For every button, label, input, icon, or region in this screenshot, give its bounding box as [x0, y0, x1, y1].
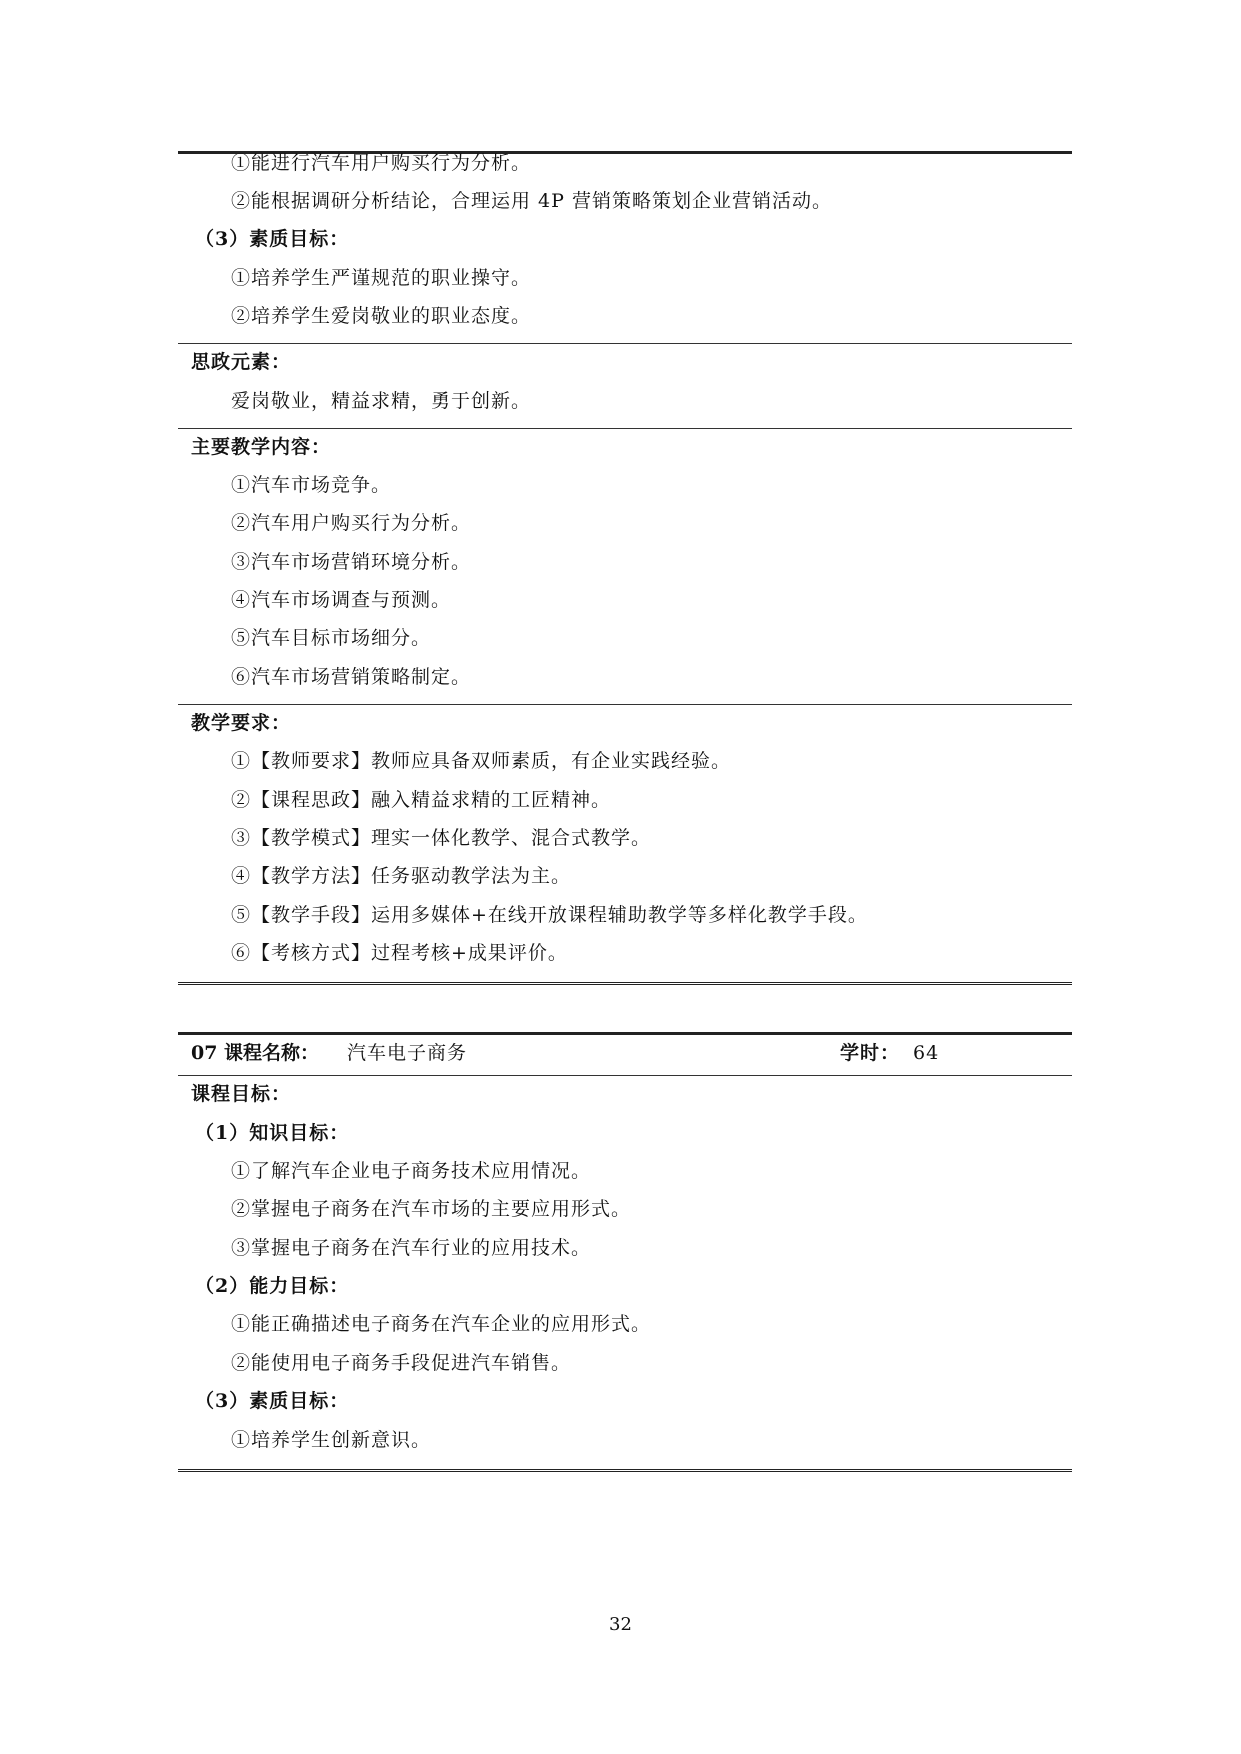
ability2-item-2: ②能使用电子商务手段促进汽车销售。: [231, 1352, 572, 1374]
quality2-heading: （3）素质目标：: [195, 1390, 350, 1412]
knowledge-item-3: ③掌握电子商务在汽车行业的应用技术。: [231, 1237, 592, 1259]
divider-requirements: [178, 704, 1072, 705]
quality-heading: （3）素质目标：: [195, 228, 350, 250]
knowledge-item-1: ①了解汽车企业电子商务技术应用情况。: [231, 1160, 592, 1182]
content-item-1: ①汽车市场竞争。: [231, 474, 392, 496]
goals-heading: 课程目标：: [191, 1083, 292, 1105]
content-item-2: ②汽车用户购买行为分析。: [231, 512, 472, 534]
hours-label: 学时：: [840, 1042, 901, 1064]
divider-content: [178, 428, 1072, 429]
section2-top-rule: [178, 1032, 1072, 1035]
page-number: 32: [609, 1614, 632, 1635]
content-item-6: ⑥汽车市场营销策略制定。: [231, 666, 472, 688]
ability-item-1: ①能进行汽车用户购买行为分析。: [231, 152, 532, 174]
content-heading: 主要教学内容：: [191, 436, 332, 458]
hours-value: 64: [913, 1042, 940, 1064]
quality-item-2: ②培养学生爱岗敬业的职业态度。: [231, 305, 532, 327]
divider-goals: [178, 1075, 1072, 1076]
ideology-heading: 思政元素：: [191, 351, 292, 373]
quality2-item-1: ①培养学生创新意识。: [231, 1429, 432, 1451]
divider-ideology: [178, 343, 1072, 344]
quality-item-1: ①培养学生严谨规范的职业操守。: [231, 267, 532, 289]
section2-bottom-rule: [178, 1469, 1072, 1476]
ability2-item-1: ①能正确描述电子商务在汽车企业的应用形式。: [231, 1313, 652, 1335]
content-item-3: ③汽车市场营销环境分析。: [231, 551, 472, 573]
requirement-item-3: ③【教学模式】理实一体化教学、混合式教学。: [231, 827, 652, 849]
requirements-heading: 教学要求：: [191, 712, 292, 734]
requirement-item-6: ⑥【考核方式】过程考核+成果评价。: [231, 942, 568, 964]
ability-heading: （2）能力目标：: [195, 1275, 350, 1297]
requirement-item-5: ⑤【教学手段】运用多媒体+在线开放课程辅助教学等多样化教学手段。: [231, 904, 868, 926]
course-name: 汽车电子商务: [347, 1042, 468, 1064]
content-item-5: ⑤汽车目标市场细分。: [231, 627, 432, 649]
knowledge-item-2: ②掌握电子商务在汽车市场的主要应用形式。: [231, 1198, 632, 1220]
requirement-item-1: ①【教师要求】教师应具备双师素质，有企业实践经验。: [231, 750, 732, 772]
course-label: 07 课程名称：: [191, 1042, 320, 1064]
knowledge-heading: （1）知识目标：: [195, 1122, 350, 1144]
ability-item-2: ②能根据调研分析结论，合理运用 4P 营销策略策划企业营销活动。: [231, 190, 832, 212]
ideology-text: 爱岗敬业，精益求精，勇于创新。: [231, 390, 532, 412]
section1-bottom-rule: [178, 982, 1072, 989]
content-item-4: ④汽车市场调查与预测。: [231, 589, 452, 611]
requirement-item-4: ④【教学方法】任务驱动教学法为主。: [231, 865, 572, 887]
requirement-item-2: ②【课程思政】融入精益求精的工匠精神。: [231, 789, 612, 811]
